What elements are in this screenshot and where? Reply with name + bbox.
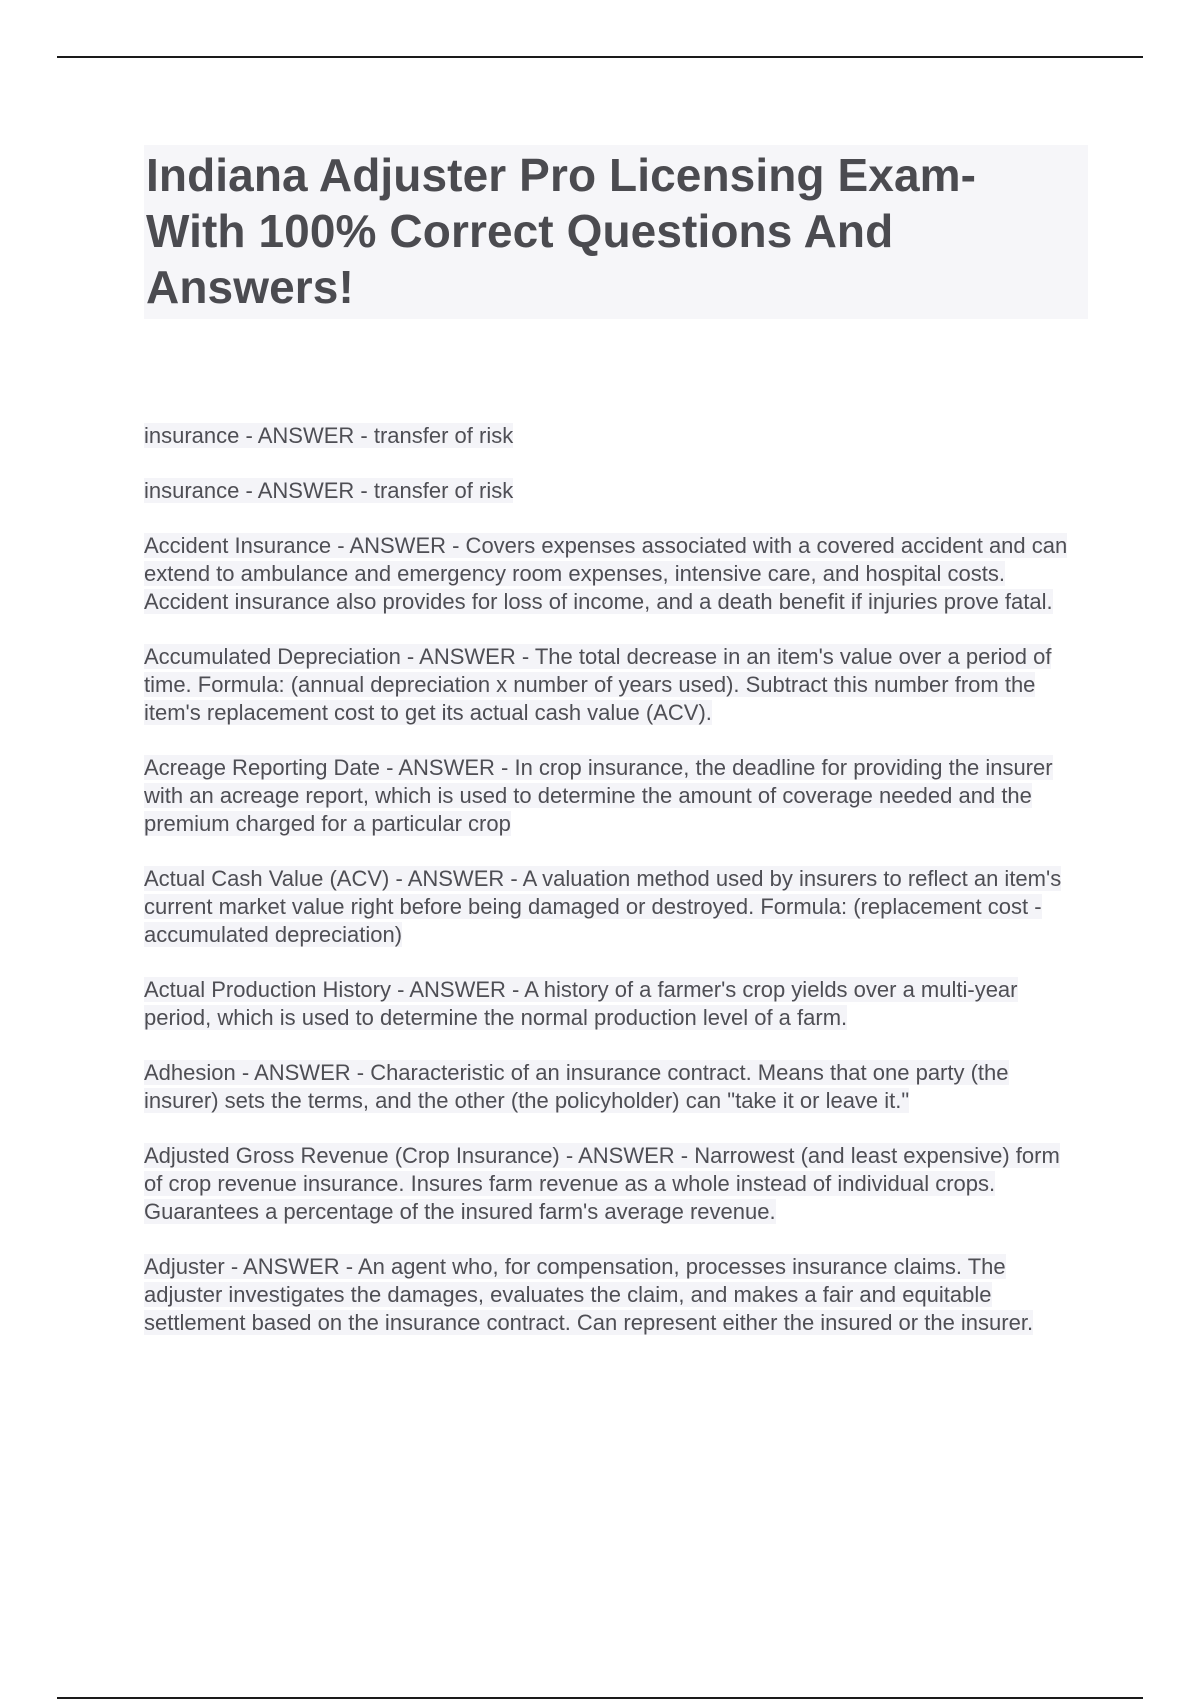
- qa-entry: [144, 1253, 1084, 1337]
- qa-entry-text: Actual Production History - ANSWER - A history of a farmer's crop yields over a multi-year period, which is used to determine the normal production level of a farm.: [144, 977, 1018, 1030]
- document-title: Indiana Adjuster Pro Licensing Exam- With 100% Correct Questions And Answers!: [146, 149, 977, 313]
- qa-entry-text: Adjusted Gross Revenue (Crop Insurance) - ANSWER - Narrowest (and least expensive) form of crop revenue insurance. Insures farm revenue as a whole instead of individual crops. Guarantees a percentage of the insured farm's average revenue.: [144, 1143, 1060, 1224]
- qa-entry-text: Adjuster - ANSWER - An agent who, for compensation, processes insurance claims. The adjuster investigates the damages, evaluates the claim, and makes a fair and equitable settlement based on the insurance contract. Can represent either the insured or the insurer.: [144, 1254, 1034, 1335]
- title-block: [144, 145, 1088, 319]
- qa-entry: [144, 477, 1084, 505]
- qa-entry-text: Adhesion - ANSWER - Characteristic of an insurance contract. Means that one party (the insurer) sets the terms, and the other (the policyholder) can "take it or leave it.": [144, 1060, 1009, 1113]
- qa-entry: [144, 643, 1084, 727]
- qa-entry: [144, 976, 1084, 1032]
- qa-entry-text: insurance - ANSWER - transfer of risk: [144, 478, 514, 503]
- qa-entry-text: Acreage Reporting Date - ANSWER - In crop insurance, the deadline for providing the insurer with an acreage report, which is used to determine the amount of coverage needed and the premium charged for a particular crop: [144, 755, 1053, 836]
- qa-entry: [144, 532, 1084, 616]
- qa-entry: [144, 865, 1084, 949]
- top-rule: [57, 56, 1143, 58]
- qa-list: [144, 422, 1084, 1364]
- qa-entry-text: insurance - ANSWER - transfer of risk: [144, 423, 514, 448]
- qa-entry-text: Actual Cash Value (ACV) - ANSWER - A valuation method used by insurers to reflect an item's current market value right before being damaged or destroyed. Formula: (replacement cost - accumulated depreciation): [144, 866, 1062, 947]
- qa-entry-text: Accumulated Depreciation - ANSWER - The total decrease in an item's value over a period of time. Formula: (annual depreciation x number of years used). Subtract this number from the item's replacement cost to get its actual cash value (ACV).: [144, 644, 1052, 725]
- qa-entry: [144, 1059, 1084, 1115]
- qa-entry-text: Accident Insurance - ANSWER - Covers expenses associated with a covered accident and can extend to ambulance and emergency room expenses, intensive care, and hospital costs. Accident insurance also provides for loss of income, and a death benefit if injuries prove fatal.: [144, 533, 1068, 614]
- bottom-rule: [57, 1697, 1143, 1699]
- qa-entry: [144, 754, 1084, 838]
- qa-entry: [144, 1142, 1084, 1226]
- qa-entry: [144, 422, 1084, 450]
